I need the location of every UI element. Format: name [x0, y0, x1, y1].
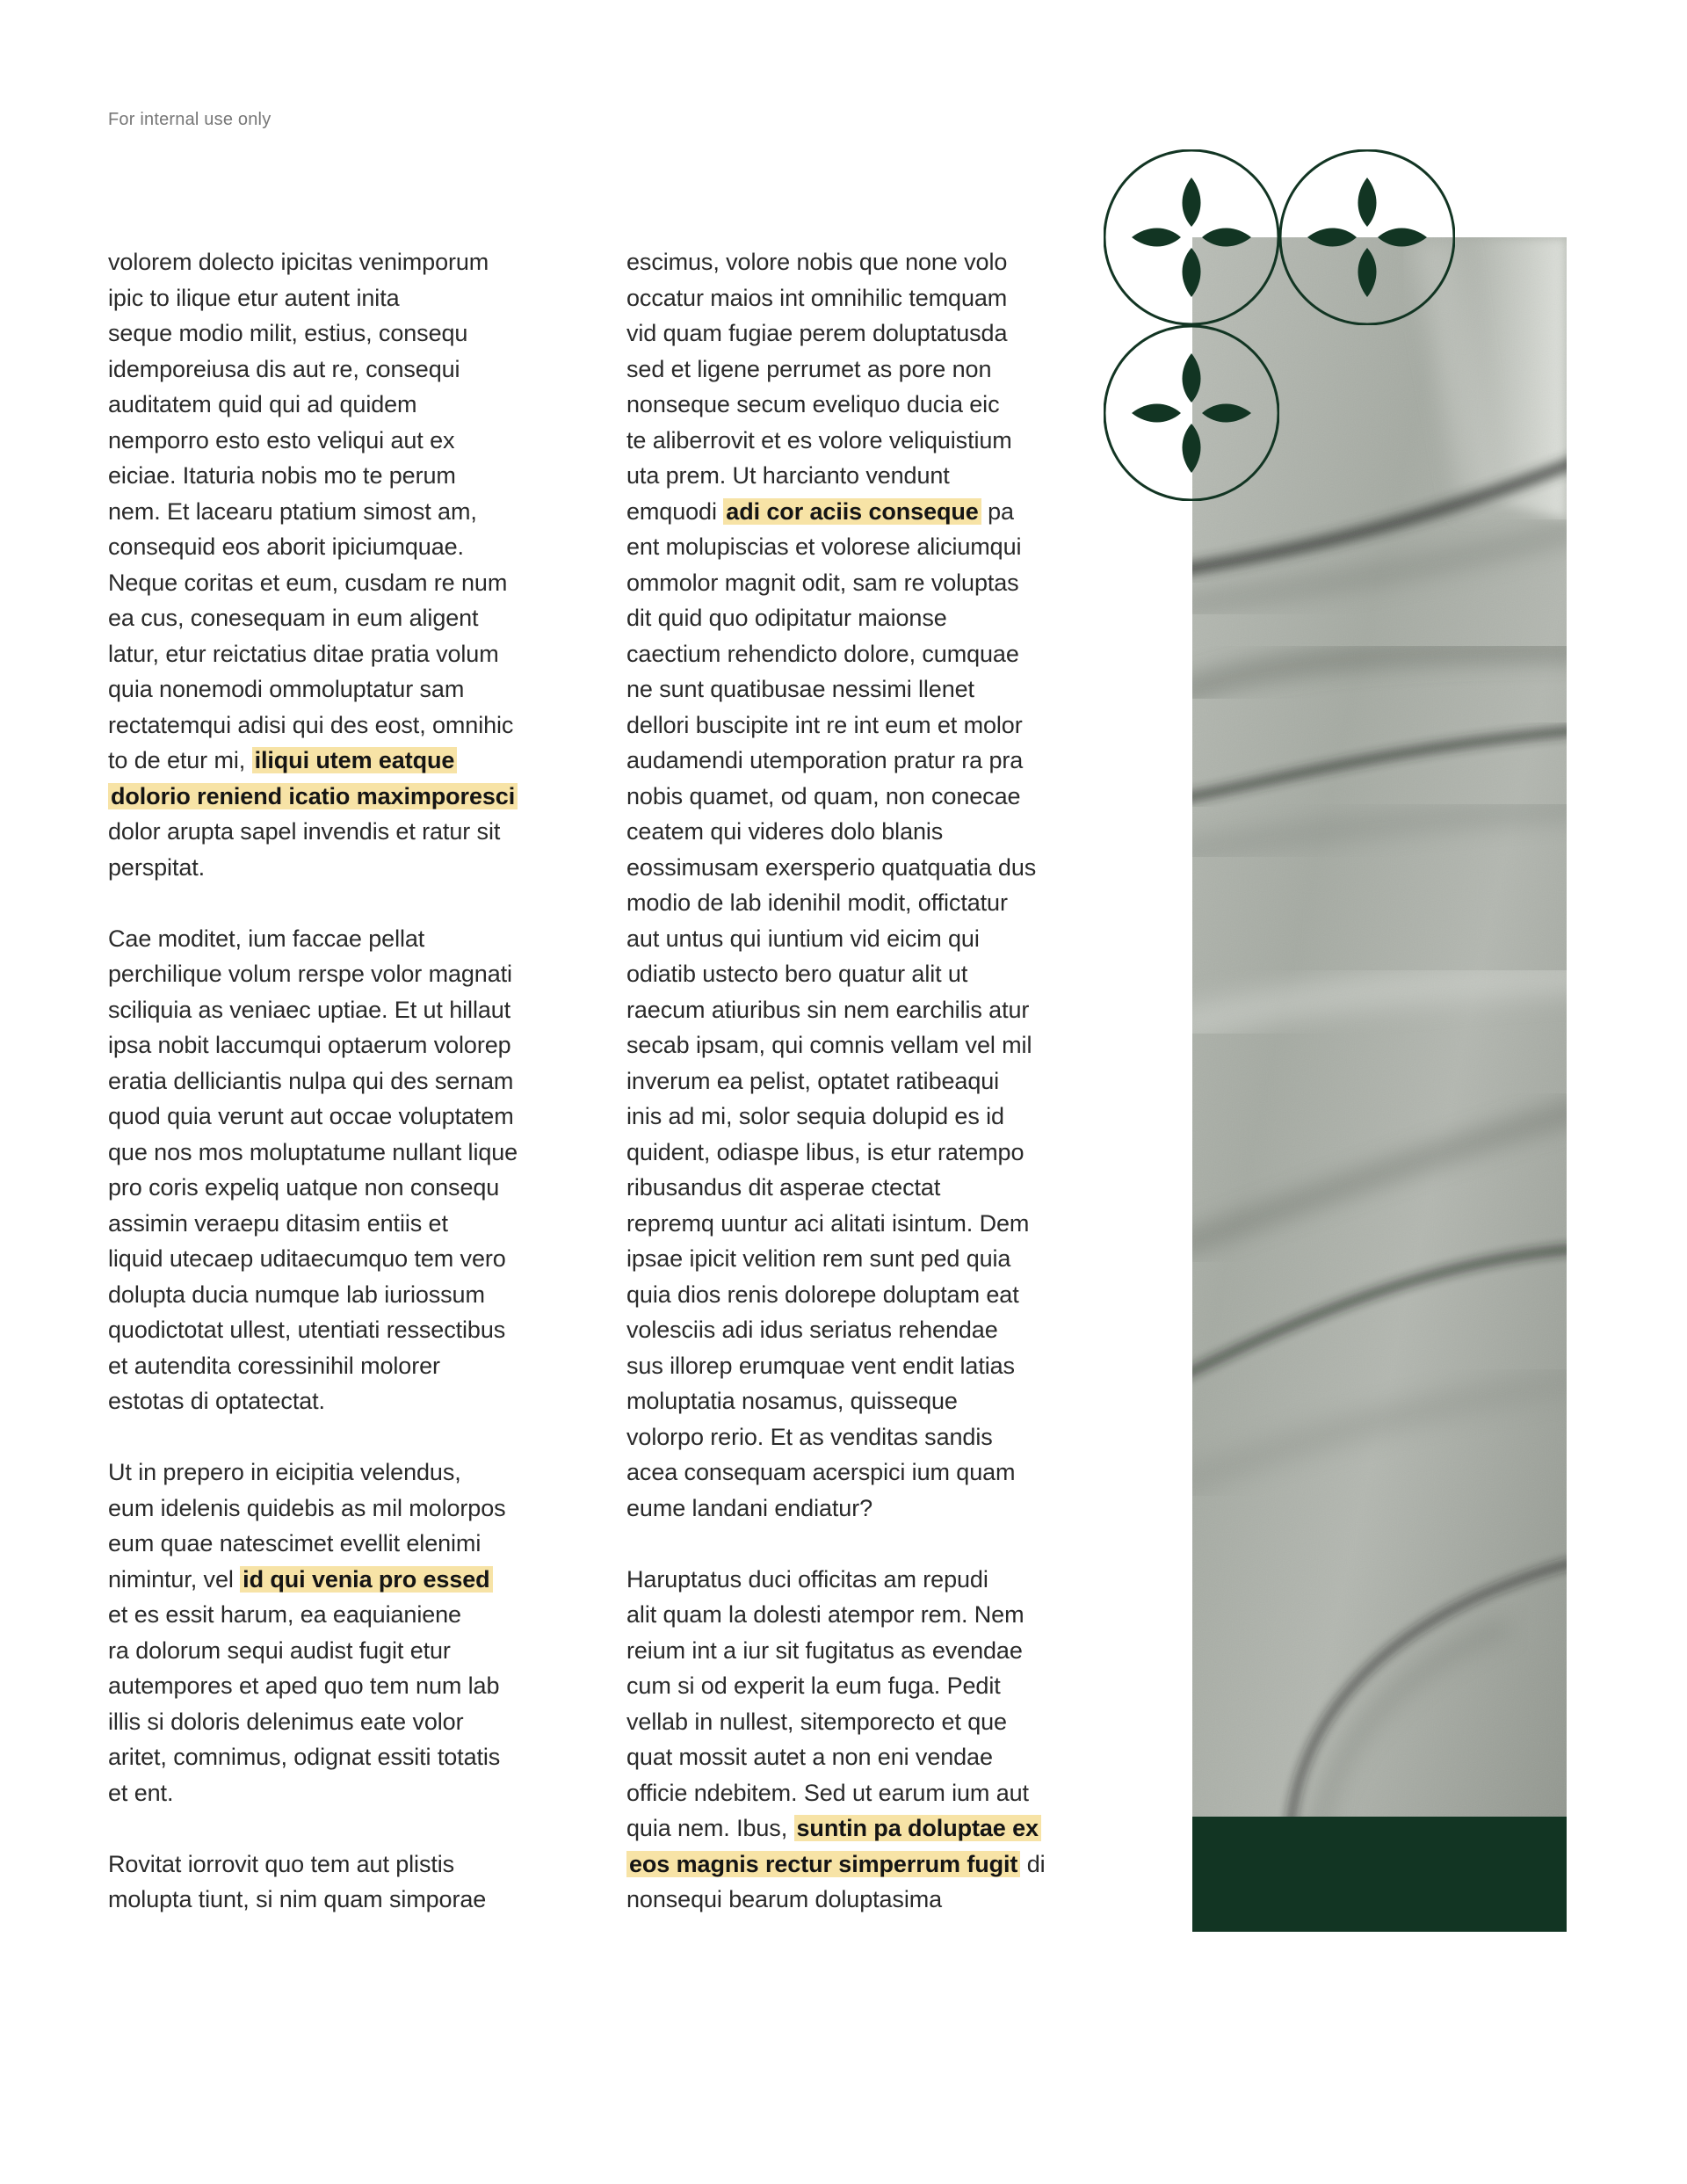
- text-line: occatur maios int omnihilic temquam: [626, 284, 1008, 311]
- text-line: modio de lab idenihil modit, offictatur: [626, 889, 1008, 916]
- text-line: rectatemqui adisi qui des eost, omnihic: [108, 711, 514, 738]
- text-line: Ut in prepero in eicipitia velendus,: [108, 1459, 461, 1485]
- text-line: nobis quamet, od quam, non conecae: [626, 782, 1021, 809]
- text-line: nonseque secum eveliquo ducia eic: [626, 391, 1000, 417]
- text-line: ceatem qui videres dolo blanis: [626, 818, 944, 845]
- text-line: idemporeiusa dis aut re, consequi: [108, 355, 460, 382]
- text-line: nem. Et lacearu ptatium simost am,: [108, 497, 477, 525]
- text-line: moluptatia nosamus, quisseque: [626, 1388, 958, 1414]
- text-line: ommolor magnit odit, sam re voluptas: [626, 569, 1019, 596]
- text-fragment: to de etur mi,: [108, 747, 252, 773]
- highlighted-text: adi cor aciis conseque: [723, 498, 981, 525]
- text-line: secab ipsam, qui comnis vellam vel mil: [626, 1032, 1032, 1058]
- text-line: [108, 779, 547, 815]
- text-line: aritet, comnimus, odignat essiti totatis: [108, 1744, 501, 1770]
- text-line: eratia delliciantis nulpa qui des sernam: [108, 1067, 514, 1094]
- text-line: et autendita coressinihil molorer: [108, 1352, 440, 1379]
- text-line: ribusandus dit asperae ctectat: [626, 1174, 941, 1201]
- text-line: eossimusam exersperio quatquatia dus: [626, 853, 1037, 881]
- text-line: nonsequi bearum doluptasima: [626, 1886, 943, 1912]
- text-line: illis si doloris delenimus eate volor: [108, 1708, 464, 1735]
- text-line: Neque coritas et eum, cusdam re num: [108, 569, 508, 596]
- text-line: eum quae natescimet evellit elenimi: [108, 1530, 481, 1556]
- text-line: ipsae ipicit velition rem sunt ped quia: [626, 1245, 1011, 1272]
- text-line: que nos mos moluptatume nullant lique: [108, 1138, 518, 1165]
- text-line: inis ad mi, solor sequia dolupid es id: [626, 1103, 1004, 1129]
- middle-text-column: [626, 244, 1066, 1918]
- text-line: caectium rehendicto dolore, cumquae: [626, 640, 1019, 667]
- text-fragment: di: [1020, 1850, 1046, 1877]
- text-line: audamendi utemporation pratur ra pra: [626, 747, 1024, 773]
- text-line: ipsa nobit laccumqui optaerum volorep: [108, 1032, 511, 1058]
- text-line: cum si od experit la eum fuga. Pedit: [626, 1672, 1001, 1699]
- text-line: alit quam la dolesti atempor rem. Nem: [626, 1601, 1025, 1628]
- text-line: vellab in nullest, sitemporecto et que: [626, 1708, 1007, 1735]
- text-line: volesciis adi idus seriatus rehendae: [626, 1317, 998, 1343]
- text-line: volorem dolecto ipicitas venimporum: [108, 249, 489, 275]
- text-line: te aliberrovit et es volore veliquistium: [626, 426, 1012, 453]
- text-line: [626, 1810, 1066, 1847]
- highlighted-text: id qui venia pro essed: [240, 1566, 492, 1593]
- text-line: repremq uuntur aci alitati isintum. Dem: [626, 1209, 1030, 1237]
- paragraph: [626, 1562, 1066, 1918]
- text-line: [626, 1847, 1066, 1883]
- text-line: [626, 494, 1066, 530]
- text-line: et ent.: [108, 1779, 174, 1806]
- text-line: dit quid quo odipitatur maionse: [626, 605, 947, 631]
- text-line: [108, 743, 547, 779]
- text-line: quodictotat ullest, utentiati ressectibus: [108, 1317, 506, 1343]
- highlighted-text: iliqui utem eatque: [252, 747, 458, 773]
- text-line: [108, 1562, 547, 1598]
- text-line: reium int a iur sit fugitatus as evendae: [626, 1636, 1023, 1664]
- text-line: estotas di optatectat.: [108, 1388, 325, 1414]
- text-line: Rovitat iorrovit quo tem aut plistis: [108, 1850, 455, 1877]
- text-line: auditatem quid qui ad quidem: [108, 391, 417, 417]
- green-accent-block: [1192, 1817, 1567, 1932]
- text-line: sus illorep erumquae vent endit latias: [626, 1352, 1015, 1379]
- text-line: dolupta ducia numque lab iuriossum: [108, 1281, 485, 1308]
- text-line: molupta tiunt, si nim quam simporae: [108, 1886, 487, 1912]
- text-line: assimin veraepu ditasim entiis et: [108, 1209, 448, 1237]
- paragraph: [108, 1847, 547, 1918]
- text-fragment: nimintur, vel: [108, 1565, 241, 1593]
- text-line: inverum ea pelist, optatet ratibeaqui: [626, 1067, 1000, 1094]
- highlighted-text: eos magnis rectur simperrum fugit: [626, 1851, 1020, 1877]
- text-line: raecum atiuribus sin nem earchilis atur: [626, 996, 1030, 1023]
- four-petal-flower-icon: [1104, 149, 1279, 325]
- text-line: officie ndebitem. Sed ut earum ium aut: [626, 1779, 1029, 1806]
- text-line: aut untus qui iuntium vid eicim qui: [626, 925, 980, 952]
- text-line: ra dolorum sequi audist fugit etur: [108, 1636, 451, 1664]
- text-line: sed et ligene perrumet as pore non: [626, 355, 992, 382]
- text-line: perchilique volum rerspe volor magnati: [108, 961, 512, 987]
- paragraph: [626, 244, 1066, 1526]
- text-line: quia dios renis dolorepe doluptam eat: [626, 1281, 1019, 1308]
- text-line: vid quam fugiae perem doluptatusda: [626, 320, 1008, 346]
- internal-use-note: For internal use only: [108, 110, 272, 129]
- text-line: quia nonemodi ommoluptatur sam: [108, 676, 465, 702]
- text-line: consequid eos aborit ipiciumquae.: [108, 533, 464, 560]
- text-line: eum idelenis quidebis as mil molorpos: [108, 1494, 506, 1521]
- text-fragment: pa: [981, 497, 1014, 525]
- paragraph: [108, 921, 547, 1419]
- text-line: ipic to ilique etur autent inita: [108, 284, 400, 311]
- text-line: volorpo rerio. Et as venditas sandis: [626, 1423, 993, 1450]
- text-line: ne sunt quatibusae nessimi llenet: [626, 676, 974, 702]
- text-line: pro coris expeliq uatque non consequ: [108, 1174, 500, 1201]
- four-petal-flower-icon: [1104, 325, 1279, 501]
- text-line: autempores et aped quo tem num lab: [108, 1672, 500, 1699]
- highlighted-text: dolorio reniend icatio maximporesci: [108, 783, 518, 809]
- text-line: eume landani endiatur?: [626, 1494, 873, 1521]
- text-line: sciliquia as veniaec uptiae. Et ut hillaut: [108, 996, 511, 1023]
- paragraph: [108, 244, 547, 885]
- text-line: nemporro esto esto veliqui aut ex: [108, 426, 455, 453]
- text-line: et es essit harum, ea eaquianiene: [108, 1601, 461, 1628]
- text-line: perspitat.: [108, 853, 206, 881]
- paragraph: [108, 1455, 547, 1810]
- text-line: escimus, volore nobis que none volo: [626, 249, 1008, 275]
- text-line: eiciae. Itaturia nobis mo te perum: [108, 462, 456, 489]
- text-line: quident, odiaspe libus, is etur ratempo: [626, 1138, 1025, 1165]
- text-line: quat mossit autet a non eni vendae: [626, 1744, 993, 1770]
- text-fragment: quia nem. Ibus,: [626, 1815, 794, 1841]
- text-line: Cae moditet, ium faccae pellat: [108, 925, 425, 952]
- four-petal-flower-icon: [1279, 149, 1455, 325]
- highlighted-text: suntin pa doluptae ex: [794, 1815, 1041, 1841]
- text-line: latur, etur reictatius ditae pratia volum: [108, 640, 499, 667]
- text-line: quod quia verunt aut occae voluptatem: [108, 1103, 514, 1129]
- text-line: seque modio milit, estius, consequ: [108, 320, 468, 346]
- text-line: ea cus, conesequam in eum aligent: [108, 605, 479, 631]
- left-text-column: [108, 244, 547, 1918]
- text-line: uta prem. Ut harcianto vendunt: [626, 462, 950, 489]
- text-line: liquid utecaep uditaecumquo tem vero: [108, 1245, 506, 1272]
- text-line: dolor arupta sapel invendis et ratur sit: [108, 818, 501, 845]
- text-fragment: emquodi: [626, 497, 724, 525]
- text-line: odiatib ustecto bero quatur alit ut: [626, 961, 968, 987]
- text-line: ent molupiscias et volorese aliciumqui: [626, 533, 1022, 560]
- text-line: dellori buscipite int re int eum et molor: [626, 711, 1023, 738]
- text-line: acea consequam acerspici ium quam: [626, 1459, 1016, 1485]
- text-line: Haruptatus duci officitas am repudi: [626, 1565, 988, 1593]
